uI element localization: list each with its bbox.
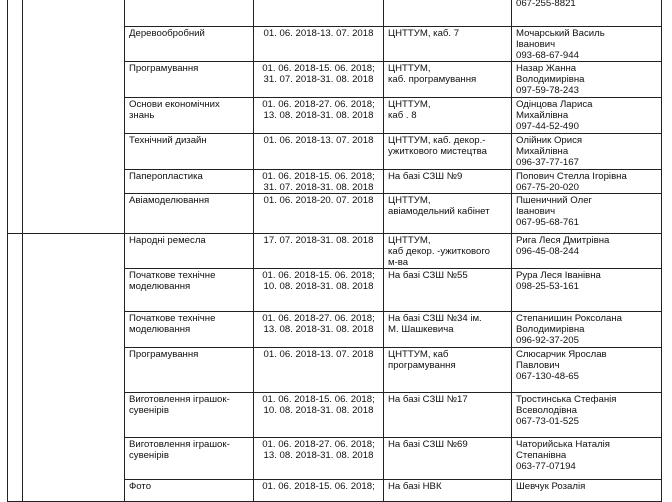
cell-line: Володимирівна — [516, 324, 585, 335]
index-cell — [8, 234, 23, 502]
cell-line: каб декор. -ужиткового — [388, 246, 491, 257]
cell-line: Рига Леся Дмитрівна — [516, 235, 610, 246]
cell-line: М. Шашкевича — [388, 324, 454, 335]
cell-line: 097-59-78-243 — [516, 85, 579, 96]
dates-cell — [254, 27, 384, 62]
table-row — [8, 234, 662, 269]
place-cell — [384, 194, 512, 234]
cell-line: 097-44-52-490 — [516, 121, 579, 132]
dates-cell — [254, 98, 384, 134]
cell-line: Чаторийська Наталія — [516, 439, 610, 450]
course-cell — [125, 194, 254, 234]
dates-cell — [254, 393, 384, 438]
course-cell — [125, 170, 254, 194]
cell-line: 10. 08. 2018-31. 08. 2018 — [263, 405, 374, 416]
cell-line: Рура Леся Іванівна — [516, 270, 601, 281]
cell-line: 01. 06. 2018-15. 06. 2018; — [262, 171, 375, 182]
cell-line: 01. 06. 2018-13. 07. 2018 — [263, 135, 374, 146]
cell-line: 01. 06. 2018-15. 06. 2018; — [262, 270, 375, 281]
cell-line: Народні ремесла — [129, 235, 206, 246]
cell-line: 096-45-08-244 — [516, 246, 579, 257]
cell-line: ЦНТТУМ, каб. 7 — [388, 28, 460, 39]
cell-line: ЦНТТУМ, — [388, 99, 431, 110]
cell-line: авіамодельний кабінет — [388, 206, 490, 217]
teacher-cell — [512, 312, 662, 348]
place-cell — [384, 62, 512, 98]
cell-line: Технічний дизайн — [129, 135, 207, 146]
cell-line: 01. 06. 2018-27. 06. 2018; — [262, 313, 375, 324]
place-cell — [384, 134, 512, 170]
cell-line: Шевчук Розалія — [516, 481, 586, 492]
place-cell — [384, 269, 512, 312]
teacher-cell — [512, 194, 662, 234]
course-cell — [125, 98, 254, 134]
cell-line: Степанишин Роксолана — [516, 313, 622, 324]
cell-line: Олійник Орися — [516, 135, 583, 146]
cell-line: Одінцова Лариса — [516, 99, 593, 110]
index-cell — [8, 0, 23, 234]
cell-line: 096-92-37-205 — [516, 335, 579, 346]
place-cell — [384, 348, 512, 393]
course-cell — [125, 312, 254, 348]
place-cell — [384, 393, 512, 438]
place-cell — [384, 98, 512, 134]
cell-line: ЦНТТУМ, каб — [388, 349, 449, 360]
cell-line: Тростинська Стефанія — [516, 394, 617, 405]
dates-cell — [254, 62, 384, 98]
cell-line: Авіамоделювання — [129, 195, 210, 206]
cell-line: ужиткового мистецтва — [388, 146, 487, 157]
cell-line: ЦНТТУМ, — [388, 63, 431, 74]
course-cell — [125, 27, 254, 62]
cell-line: 31. 07. 2018-31. 08. 2018 — [263, 74, 374, 85]
cell-line: На базі СЗШ №34 ім. — [388, 313, 482, 324]
cell-line: Програмування — [129, 349, 199, 360]
cell-line: 01. 06. 2018-13. 07. 2018 — [263, 28, 374, 39]
course-cell — [125, 234, 254, 269]
cell-line: каб. програмування — [388, 74, 477, 85]
cell-line: 067-73-01-525 — [516, 416, 579, 427]
cell-line: На базі СЗШ №55 — [388, 270, 468, 281]
teacher-cell — [512, 269, 662, 312]
cell-line: Попович Стелла Ігорівна — [516, 171, 627, 182]
place-cell — [384, 438, 512, 480]
cell-line: ЦНТТУМ, каб. декор.- — [388, 135, 486, 146]
teacher-cell — [512, 27, 662, 62]
cell-line: м-ва — [388, 257, 409, 268]
cell-line: каб . 8 — [388, 110, 417, 121]
place-cell — [384, 27, 512, 62]
cell-line: 10. 08. 2018-31. 08. 2018 — [263, 281, 374, 292]
cell-line: Михайлівна — [516, 110, 569, 121]
cell-line: Михайлівна — [516, 146, 569, 157]
cell-line: 093-68-67-944 — [516, 50, 579, 61]
teacher-cell — [512, 438, 662, 480]
teacher-cell — [512, 98, 662, 134]
cell-line: Назар Жанна — [516, 63, 577, 74]
schedule-table-body — [8, 0, 662, 502]
cell-line: На базі СЗШ №9 — [388, 171, 463, 182]
cell-line: 067-255-8821 — [516, 0, 576, 9]
course-cell — [125, 393, 254, 438]
cell-line: Всеволодівна — [516, 405, 577, 416]
teacher-cell — [512, 134, 662, 170]
teacher-cell — [512, 393, 662, 438]
teacher-cell — [512, 170, 662, 194]
teacher-cell — [512, 348, 662, 393]
cell-line: моделювання — [129, 324, 191, 335]
institution-cell — [23, 0, 125, 234]
cell-line: На базі НВК — [388, 481, 442, 492]
cell-line: сувенірів — [129, 405, 169, 416]
place-cell — [384, 312, 512, 348]
cell-line: знань — [129, 110, 155, 121]
cell-line: програмування — [388, 360, 456, 371]
dates-cell — [254, 194, 384, 234]
dates-cell — [254, 348, 384, 393]
schedule-table — [7, 0, 662, 502]
teacher-cell — [512, 62, 662, 98]
cell-line: 01. 06. 2018-13. 07. 2018 — [263, 349, 374, 360]
cell-line: Виготовлення іграшок- — [129, 394, 230, 405]
teacher-cell — [512, 234, 662, 269]
place-cell — [384, 234, 512, 269]
course-cell — [125, 269, 254, 312]
cell-line: Пшеничний Олег — [516, 195, 593, 206]
cell-line: 096-37-77-167 — [516, 157, 579, 168]
cell-line: На базі СЗШ №17 — [388, 394, 468, 405]
course-cell — [125, 134, 254, 170]
dates-cell — [254, 312, 384, 348]
cell-line: Початкове технічне — [129, 313, 216, 324]
cell-line: Програмування — [129, 63, 199, 74]
cell-line: 01. 06. 2018-27. 06. 2018; — [262, 99, 375, 110]
dates-cell — [254, 170, 384, 194]
cell-line: Степанівна — [516, 450, 567, 461]
course-cell — [125, 348, 254, 393]
cell-line: 31. 07. 2018-31. 08. 2018 — [263, 182, 374, 193]
cell-line: 067-95-68-761 — [516, 217, 579, 228]
cell-line: 063-77-07194 — [516, 461, 576, 472]
cell-line: На базі СЗШ №69 — [388, 439, 468, 450]
cell-line: 067-130-48-65 — [516, 371, 579, 382]
cell-line: моделювання — [129, 281, 191, 292]
cell-line: 13. 08. 2018-31. 08. 2018 — [263, 110, 374, 121]
cell-line: 13. 08. 2018-31. 08. 2018 — [263, 450, 374, 461]
dates-cell — [254, 269, 384, 312]
dates-cell — [254, 134, 384, 170]
cell-line: Павлович — [516, 360, 560, 371]
cell-line: Фото — [129, 481, 152, 492]
cell-line: ЦНТТУМ, — [388, 195, 431, 206]
cell-line: Володимирівна — [516, 74, 585, 85]
cell-line: 01. 06. 2018-20. 07. 2018 — [263, 195, 374, 206]
cell-line: Деревообробний — [129, 28, 205, 39]
cell-line: Основи економічних — [129, 99, 220, 110]
cell-line: 01. 06. 2018-15. 06. 2018; — [262, 394, 375, 405]
cell-line: Слюсарчик Ярослав — [516, 349, 607, 360]
cell-line: 01. 06. 2018-27. 06. 2018; — [262, 439, 375, 450]
cell-line: 067-75-20-020 — [516, 182, 579, 193]
place-cell — [384, 0, 512, 27]
teacher-cell — [512, 0, 662, 27]
cell-line: Паперопластика — [129, 171, 203, 182]
cell-line: 098-25-53-161 — [516, 281, 579, 292]
cell-line: 01. 06. 2018-15. 06. 2018; — [262, 63, 375, 74]
course-cell — [125, 438, 254, 480]
cell-line: 17. 07. 2018-31. 08. 2018 — [263, 235, 374, 246]
place-cell — [384, 170, 512, 194]
cell-line: Іванович — [516, 39, 556, 50]
dates-cell — [254, 438, 384, 480]
dates-cell — [254, 234, 384, 269]
cell-line: сувенірів — [129, 450, 169, 461]
course-cell — [125, 0, 254, 27]
dates-cell — [254, 0, 384, 27]
cell-line: Мочарський Василь — [516, 28, 605, 39]
course-cell — [125, 62, 254, 98]
cell-line: Початкове технічне — [129, 270, 216, 281]
cell-line: Іванович — [516, 206, 556, 217]
cell-line: 13. 08. 2018-31. 08. 2018 — [263, 324, 374, 335]
institution-cell — [23, 234, 125, 502]
table-row — [8, 0, 662, 27]
cell-line: 01. 06. 2018-15. 06. 2018; — [262, 481, 375, 492]
cell-line: ЦНТТУМ, — [388, 235, 431, 246]
cell-line: Виготовлення іграшок- — [129, 439, 230, 450]
